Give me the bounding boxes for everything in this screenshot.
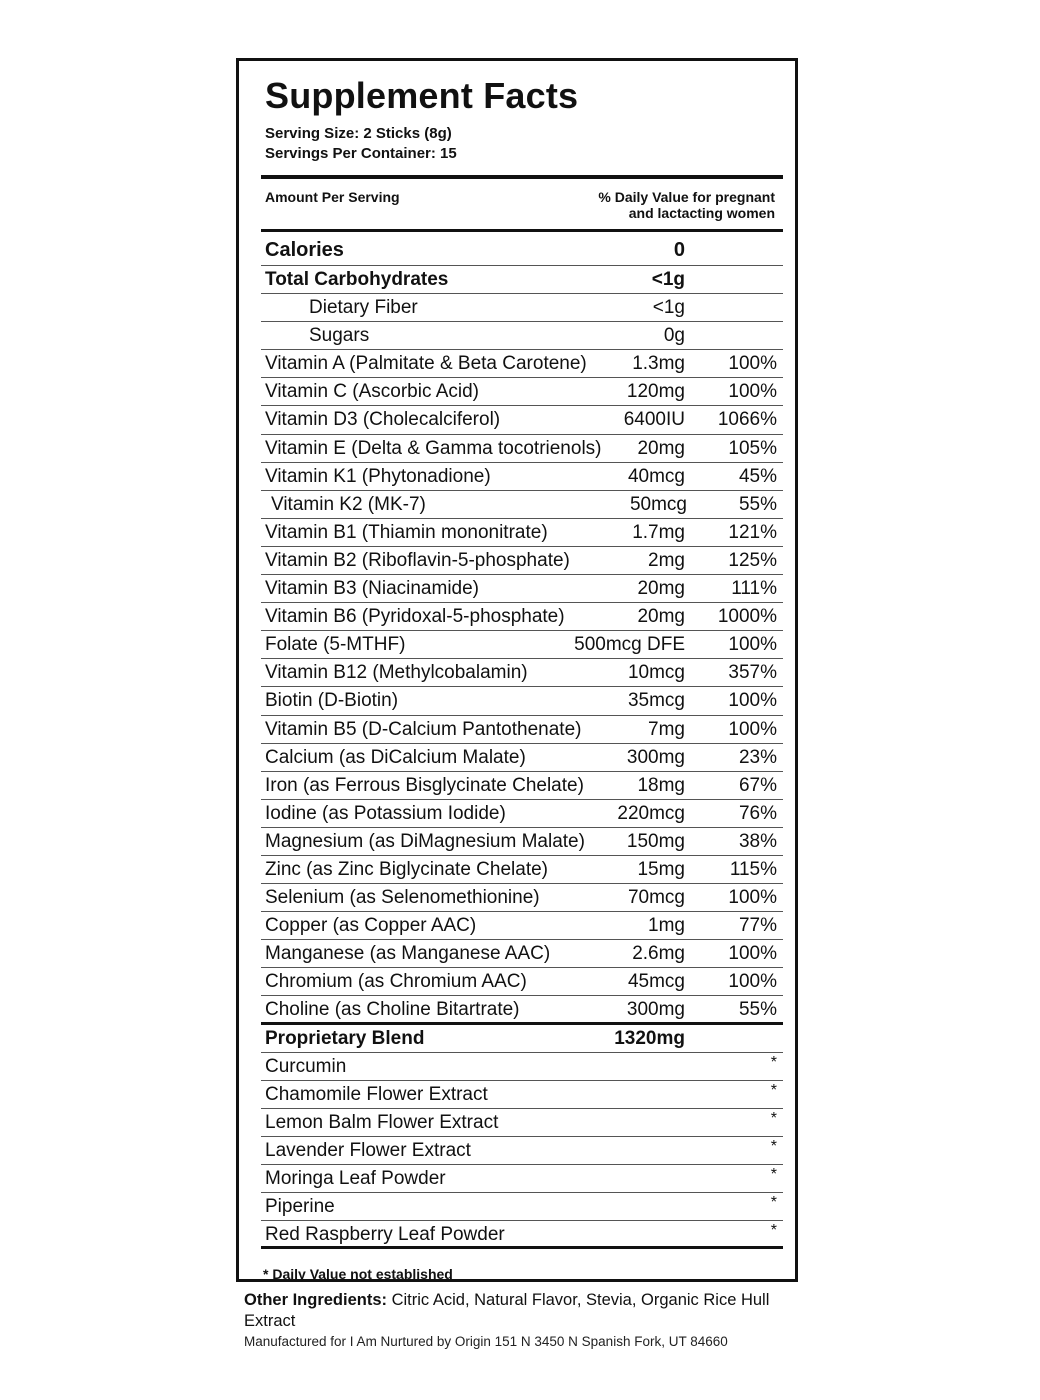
nutrient-row	[261, 800, 783, 828]
row-amount: 70mcg	[627, 887, 685, 909]
serving-size: Serving Size: 2 Sticks (8g)	[265, 125, 452, 142]
row-name: Calories	[265, 239, 344, 261]
row-daily-value: 67%	[738, 774, 777, 796]
nutrient-row	[261, 519, 783, 547]
row-name: Calcium (as DiCalcium Malate)	[265, 746, 526, 768]
row-amount: <1g	[651, 269, 685, 290]
row-daily-value: 111%	[731, 578, 777, 600]
row-name: Folate (5-MTHF)	[265, 634, 406, 656]
nutrient-row	[261, 856, 783, 884]
row-name: Dietary Fiber	[309, 297, 418, 319]
row-name: Vitamin B1 (Thiamin mononitrate)	[265, 521, 548, 543]
row-amount: <1g	[652, 297, 685, 319]
row-amount: 300mg	[626, 999, 685, 1021]
blend-item-row	[261, 1165, 783, 1193]
total-carbs-row	[261, 266, 783, 294]
other-ingredients-label: Other Ingredients:	[244, 1291, 388, 1309]
other-ingredients	[244, 1290, 814, 1332]
nutrient-row	[261, 575, 783, 603]
row-daily-value: 55%	[738, 493, 777, 515]
row-amount: 2.6mg	[632, 943, 685, 965]
asterisk-mark: *	[770, 1137, 777, 1155]
nutrient-row	[261, 547, 783, 575]
nutrient-row	[261, 912, 783, 940]
row-daily-value: 23%	[738, 746, 777, 768]
blend-item-row	[261, 1137, 783, 1165]
blend-item-row	[261, 1193, 783, 1221]
row-name: Vitamin A (Palmitate & Beta Carotene)	[265, 353, 587, 375]
row-amount: 50mcg	[629, 493, 687, 515]
other-ingredients-text: Citric Acid, Natural Flavor, Stevia, Organic Rice Hull Extract	[244, 1291, 770, 1330]
nutrient-row	[261, 603, 783, 631]
row-name: Vitamin C (Ascorbic Acid)	[265, 381, 479, 403]
row-amount: 10mcg	[627, 662, 685, 684]
row-name: Chamomile Flower Extract	[265, 1083, 488, 1105]
row-name: Curcumin	[265, 1055, 347, 1077]
blend-item-row	[261, 1221, 783, 1249]
row-name: Vitamin B2 (Riboflavin-5-phosphate)	[265, 549, 570, 571]
asterisk-mark: *	[770, 1053, 777, 1071]
thick-divider	[261, 175, 783, 179]
dietary-fiber-row	[261, 294, 783, 322]
amount-per-serving-header: Amount Per Serving	[265, 189, 400, 205]
nutrient-table	[261, 235, 783, 1249]
nutrient-row	[261, 631, 783, 659]
nutrient-row	[261, 350, 783, 378]
row-daily-value: 100%	[728, 943, 777, 965]
row-name: Vitamin B6 (Pyridoxal-5-phosphate)	[265, 606, 565, 628]
row-amount: 20mg	[637, 606, 685, 628]
row-daily-value: 100%	[728, 381, 777, 403]
row-daily-value: 100%	[728, 353, 777, 375]
blend-item-row	[261, 1109, 783, 1137]
daily-value-header-line1: % Daily Value for pregnant	[598, 189, 775, 205]
nutrient-row	[261, 772, 783, 800]
row-amount: 7mg	[648, 718, 685, 740]
nutrient-row	[261, 687, 783, 715]
row-name: Total Carbohydrates	[265, 269, 449, 290]
row-amount: 120mg	[626, 381, 685, 403]
row-amount: 45mcg	[627, 971, 685, 993]
row-amount: 0g	[663, 325, 685, 347]
row-name: Vitamin K1 (Phytonadione)	[265, 465, 491, 487]
row-name: Copper (as Copper AAC)	[265, 915, 477, 937]
row-amount: 20mg	[637, 578, 685, 600]
row-name: Vitamin D3 (Cholecalciferol)	[265, 409, 501, 431]
row-name: Vitamin K2 (MK-7)	[271, 493, 426, 515]
nutrient-row	[261, 406, 783, 434]
row-amount: 0	[673, 239, 685, 261]
row-daily-value: 125%	[728, 549, 777, 571]
row-amount: 220mcg	[617, 802, 685, 824]
nutrient-row	[261, 884, 783, 912]
nutrient-row	[261, 940, 783, 968]
row-amount: 150mg	[626, 830, 685, 852]
row-name: Vitamin B12 (Methylcobalamin)	[265, 662, 528, 684]
row-daily-value: 1000%	[717, 606, 777, 628]
row-amount: 18mg	[637, 774, 685, 796]
row-daily-value: 55%	[738, 999, 777, 1021]
row-amount: 1.7mg	[632, 521, 685, 543]
row-daily-value: 100%	[728, 887, 777, 909]
row-amount: 20mg	[637, 437, 685, 459]
blend-item-row	[261, 1081, 783, 1109]
daily-value-header-line2: and lactacting women	[628, 205, 775, 221]
row-daily-value: 115%	[729, 858, 777, 880]
row-amount: 500mcg DFE	[574, 634, 685, 656]
nutrient-row	[261, 716, 783, 744]
asterisk-mark: *	[770, 1109, 777, 1127]
row-amount: 300mg	[626, 746, 685, 768]
row-daily-value: 121%	[728, 521, 777, 543]
row-daily-value: 357%	[728, 662, 777, 684]
row-name: Lavender Flower Extract	[265, 1139, 471, 1161]
row-daily-value: 100%	[728, 718, 777, 740]
row-amount: 15mg	[637, 858, 685, 880]
asterisk-mark: *	[770, 1222, 777, 1240]
header-divider	[261, 229, 783, 232]
nutrient-row	[261, 491, 783, 519]
row-name: Magnesium (as DiMagnesium Malate)	[265, 830, 585, 852]
row-amount: 6400IU	[623, 409, 685, 431]
row-name: Choline (as Choline Bitartrate)	[265, 999, 520, 1021]
nutrient-row	[261, 435, 783, 463]
row-name: Lemon Balm Flower Extract	[265, 1111, 499, 1133]
row-amount: 1320mg	[614, 1027, 685, 1049]
row-amount: 2mg	[648, 549, 685, 571]
row-amount: 35mcg	[627, 690, 685, 712]
row-daily-value: 45%	[738, 465, 777, 487]
row-name: Zinc (as Zinc Biglycinate Chelate)	[265, 858, 548, 880]
row-daily-value: 105%	[728, 437, 777, 459]
row-name: Proprietary Blend	[265, 1027, 425, 1049]
row-name: Vitamin E (Delta & Gamma tocotrienols)	[265, 437, 602, 459]
asterisk-mark: *	[770, 1166, 777, 1183]
servings-per-container: Servings Per Container: 15	[265, 145, 457, 162]
daily-value-header	[515, 189, 775, 221]
nutrient-row	[261, 968, 783, 996]
row-name: Piperine	[265, 1196, 335, 1218]
calories-row	[261, 235, 783, 266]
row-amount: 1mg	[648, 915, 685, 937]
row-name: Biotin (D-Biotin)	[265, 690, 399, 712]
nutrient-row	[261, 463, 783, 491]
row-name: Manganese (as Manganese AAC)	[265, 943, 551, 965]
asterisk-mark: *	[770, 1194, 777, 1212]
row-daily-value: 100%	[728, 690, 777, 712]
row-daily-value: 1066%	[717, 409, 777, 431]
nutrient-row	[261, 828, 783, 856]
row-name: Moringa Leaf Powder	[265, 1168, 446, 1189]
row-daily-value: 77%	[738, 915, 777, 937]
manufacturer-line: Manufactured for I Am Nurtured by Origin 151 N 3450 N Spanish Fork, UT 84660	[244, 1334, 728, 1349]
row-daily-value: 38%	[738, 830, 777, 852]
row-amount: 40mcg	[627, 465, 685, 487]
blend-item-row	[261, 1053, 783, 1081]
panel-title: Supplement Facts	[265, 75, 579, 116]
supplement-facts-panel	[236, 58, 798, 1282]
nutrient-row	[261, 996, 783, 1024]
row-name: Vitamin B3 (Niacinamide)	[265, 578, 480, 600]
row-name: Iodine (as Potassium Iodide)	[265, 802, 506, 824]
row-daily-value: 100%	[728, 634, 777, 656]
asterisk-mark: *	[770, 1081, 777, 1099]
proprietary-blend-row	[261, 1025, 783, 1053]
row-daily-value: 76%	[738, 802, 777, 824]
row-daily-value: 100%	[728, 971, 777, 993]
row-name: Red Raspberry Leaf Powder	[265, 1224, 505, 1246]
row-name: Chromium (as Chromium AAC)	[265, 971, 527, 993]
row-name: Iron (as Ferrous Bisglycinate Chelate)	[265, 774, 584, 796]
row-amount: 1.3mg	[632, 353, 685, 375]
daily-value-footnote: * Daily Value not established	[263, 1266, 453, 1282]
sugars-row	[261, 322, 783, 350]
nutrient-row	[261, 378, 783, 406]
row-name: Vitamin B5 (D-Calcium Pantothenate)	[265, 718, 582, 740]
nutrient-row	[261, 744, 783, 772]
nutrient-row	[261, 659, 783, 687]
row-name: Sugars	[309, 325, 370, 347]
row-name: Selenium (as Selenomethionine)	[265, 887, 540, 909]
